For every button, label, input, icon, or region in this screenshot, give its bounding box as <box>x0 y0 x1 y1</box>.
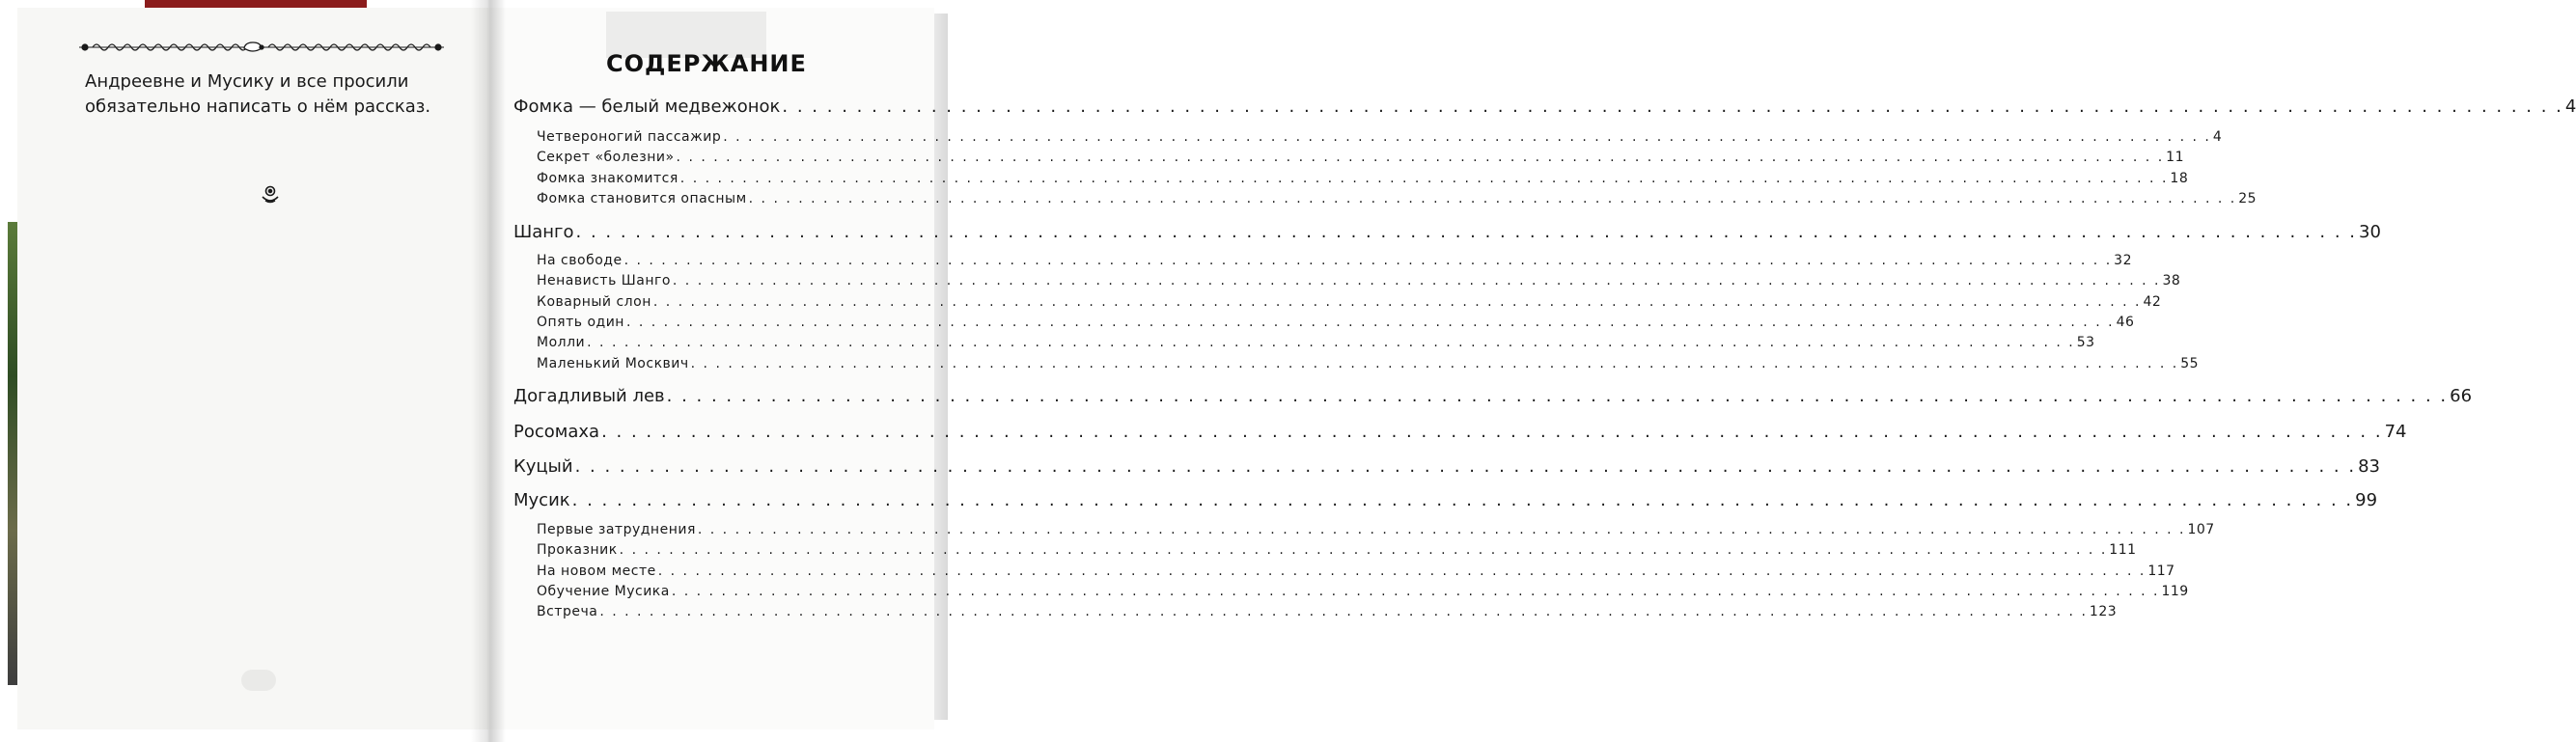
toc-section <box>513 96 2576 117</box>
toc-leader-dots: . . . . . . . . . . . . . . . . . . . . . . . . . . . . . . . . . . . . . . . . . . . . . . . . . . . . . . . . . . . . . . . . . . . . . . . . . . . . . . . . . . . . . . . . . . . . . . . . . . . . . . . . . . . . . . . . . . . . . . . . <box>748 190 2237 206</box>
ornament-end-icon <box>259 183 282 205</box>
toc-page-number: 4 <box>2564 96 2576 117</box>
toc-entry-title: Коварный слон <box>537 293 651 310</box>
book-spine <box>471 0 506 742</box>
toc-page-number: 18 <box>2170 170 2189 186</box>
toc-entry-title: Ненависть Шанго <box>537 273 671 289</box>
toc-chapter <box>537 293 2162 310</box>
toc-section <box>513 422 2407 442</box>
toc-page-number: 117 <box>2147 563 2175 579</box>
toc-page-number: 83 <box>2358 456 2380 477</box>
toc-page-number: 119 <box>2161 583 2189 599</box>
toc-entry-title: Первые затруднения <box>537 522 696 537</box>
toc-leader-dots: . . . . . . . . . . . . . . . . . . . . . . . . . . . . . . . . . . . . . . . . . . . . . . . . . . . . . . . . . . . . . . . . . . . . . . . . . . . . . . . . . . . . . . . . . . . . . . . . . . . . . . . . . . . . . . . . . . . . . . . . <box>679 170 2169 186</box>
toc-leader-dots: . . . . . . . . . . . . . . . . . . . . . . . . . . . . . . . . . . . . . . . . . . . . . . . . . . . . . . . . . . . . . . . . . . . . . . . . . . . . . . . . . . . . . . . . . . . . . . . . . . . . . . . . . . . . . . . . . . . . . . . . <box>571 490 2354 510</box>
toc-leader-dots: . . . . . . . . . . . . . . . . . . . . . . . . . . . . . . . . . . . . . . . . . . . . . . . . . . . . . . . . . . . . . . . . . . . . . . . . . . . . . . . . . . . . . . . . . . . . . . . . . . . . . . . . . . . . . . . . . . . . . . . . <box>625 314 2115 330</box>
toc-page-number: 4 <box>2212 129 2223 145</box>
toc-leader-dots: . . . . . . . . . . . . . . . . . . . . . . . . . . . . . . . . . . . . . . . . . . . . . . . . . . . . . . . . . . . . . . . . . . . . . . . . . . . . . . . . . . . . . . . . . . . . . . . . . . . . . . . . . . . . . . . . . . . . . . . . <box>690 355 2179 371</box>
toc-page-number: 111 <box>2109 542 2137 559</box>
toc-page-number: 42 <box>2143 293 2162 310</box>
toc-chapter <box>537 150 2184 166</box>
toc-entry-title: Четвероногий пассажир <box>537 129 722 145</box>
toc-page-number: 53 <box>2076 335 2095 351</box>
toc-chapter <box>537 522 2215 537</box>
toc-entry-title: Обучение Мусика <box>537 583 670 599</box>
ornament-divider <box>79 41 444 54</box>
toc-section <box>513 456 2380 477</box>
toc-entry-title: Мусик <box>513 490 570 510</box>
toc-entry-title: Маленький Москвич <box>537 355 689 371</box>
toc-page-number: 123 <box>2089 604 2118 620</box>
toc-entry-title: Куцый <box>513 456 573 477</box>
toc-leader-dots: . . . . . . . . . . . . . . . . . . . . . . . . . . . . . . . . . . . . . . . . . . . . . . . . . . . . . . . . . . . . . . . . . . . . . . . . . . . . . . . . . . . . . . . . . . . . . . . . . . . . . . . . . . . . . . . . . . . . . . . . <box>574 456 2357 477</box>
toc-page-number: 38 <box>2162 273 2181 289</box>
toc-entry-title: Проказник <box>537 542 618 559</box>
page-number-ghost <box>241 670 276 691</box>
toc-chapter <box>537 253 2132 268</box>
toc-entry-title: Молли <box>537 335 586 351</box>
toc-entry-title: Шанго <box>513 222 574 242</box>
toc-page-number: 55 <box>2180 355 2200 371</box>
toc-entry-title: Встреча <box>537 604 598 620</box>
toc-leader-dots: . . . . . . . . . . . . . . . . . . . . . . . . . . . . . . . . . . . . . . . . . . . . . . . . . . . . . . . . . . . . . . . . . . . . . . . . . . . . . . . . . . . . . . . . . . . . . . . . . . . . . . . . . . . . . . . . . . . . . . . . <box>671 583 2160 599</box>
toc-entry-title: Фомка знакомится <box>537 170 679 186</box>
toc-section <box>513 386 2473 406</box>
toc-chapter <box>537 563 2175 579</box>
toc-entry-title: На свободе <box>537 253 623 268</box>
toc-leader-dots: . . . . . . . . . . . . . . . . . . . . . . . . . . . . . . . . . . . . . . . . . . . . . . . . . . . . . . . . . . . . . . . . . . . . . . . . . . . . . . . . . . . . . . . . . . . . . . . . . . . . . . . . . . . . . . . . . . . . . . . . <box>575 222 2358 242</box>
toc-entry-title: Фомка становится опасным <box>537 190 747 206</box>
toc-chapter <box>537 335 2095 351</box>
toc-entry-title: Догадливый лев <box>513 386 665 406</box>
toc-leader-dots: . . . . . . . . . . . . . . . . . . . . . . . . . . . . . . . . . . . . . . . . . . . . . . . . . . . . . . . . . . . . . . . . . . . . . . . . . . . . . . . . . . . . . . . . . . . . . . . . . . . . . . . . . . . . . . . . . . . . . . . . <box>782 96 2563 117</box>
toc-page-number: 32 <box>2114 253 2132 268</box>
toc-chapter <box>537 542 2137 559</box>
toc-title: СОДЕРЖАНИЕ <box>606 50 807 77</box>
toc-chapter <box>537 273 2181 289</box>
toc-page-number: 46 <box>2116 314 2135 330</box>
toc-leader-dots: . . . . . . . . . . . . . . . . . . . . . . . . . . . . . . . . . . . . . . . . . . . . . . . . . . . . . . . . . . . . . . . . . . . . . . . . . . . . . . . . . . . . . . . . . . . . . . . . . . . . . . . . . . . . . . . . . . . . . . . . <box>666 386 2449 406</box>
toc-chapter <box>537 355 2200 371</box>
toc-entry-title: Опять один <box>537 314 624 330</box>
toc-entry-title: Фомка — белый медвежонок <box>513 96 781 117</box>
toc-page-number: 107 <box>2187 522 2215 537</box>
toc-chapter <box>537 604 2118 620</box>
toc-leader-dots: . . . . . . . . . . . . . . . . . . . . . . . . . . . . . . . . . . . . . . . . . . . . . . . . . . . . . . . . . . . . . . . . . . . . . . . . . . . . . . . . . . . . . . . . . . . . . . . . . . . . . . . . . . . . . . . . . . . . . . . . <box>652 293 2142 310</box>
toc-leader-dots: . . . . . . . . . . . . . . . . . . . . . . . . . . . . . . . . . . . . . . . . . . . . . . . . . . . . . . . . . . . . . . . . . . . . . . . . . . . . . . . . . . . . . . . . . . . . . . . . . . . . . . . . . . . . . . . . . . . . . . . . <box>623 253 2113 268</box>
toc-page-number: 11 <box>2166 150 2184 166</box>
toc-entry-title: Секрет «болезни» <box>537 150 675 166</box>
toc-leader-dots: . . . . . . . . . . . . . . . . . . . . . . . . . . . . . . . . . . . . . . . . . . . . . . . . . . . . . . . . . . . . . . . . . . . . . . . . . . . . . . . . . . . . . . . . . . . . . . . . . . . . . . . . . . . . . . . . . . . . . . . . <box>697 522 2186 537</box>
body-paragraph: Андреевне и Мусику и все просили обязательно написать о нём рассказ. <box>85 71 431 117</box>
toc-leader-dots: . . . . . . . . . . . . . . . . . . . . . . . . . . . . . . . . . . . . . . . . . . . . . . . . . . . . . . . . . . . . . . . . . . . . . . . . . . . . . . . . . . . . . . . . . . . . . . . . . . . . . . . . . . . . . . . . . . . . . . . . <box>723 129 2211 145</box>
toc-chapter <box>537 170 2189 186</box>
toc-page-number: 74 <box>2384 422 2407 442</box>
toc-entry-title: Росомаха <box>513 422 600 442</box>
toc-section <box>513 222 2381 242</box>
toc-leader-dots: . . . . . . . . . . . . . . . . . . . . . . . . . . . . . . . . . . . . . . . . . . . . . . . . . . . . . . . . . . . . . . . . . . . . . . . . . . . . . . . . . . . . . . . . . . . . . . . . . . . . . . . . . . . . . . . . . . . . . . . . <box>619 542 2108 559</box>
toc-chapter <box>537 190 2257 206</box>
toc-section <box>513 490 2378 510</box>
toc-chapter <box>537 314 2135 330</box>
toc-page-number: 66 <box>2450 386 2473 406</box>
toc-leader-dots: . . . . . . . . . . . . . . . . . . . . . . . . . . . . . . . . . . . . . . . . . . . . . . . . . . . . . . . . . . . . . . . . . . . . . . . . . . . . . . . . . . . . . . . . . . . . . . . . . . . . . . . . . . . . . . . . . . . . . . . . <box>672 273 2161 289</box>
toc-leader-dots: . . . . . . . . . . . . . . . . . . . . . . . . . . . . . . . . . . . . . . . . . . . . . . . . . . . . . . . . . . . . . . . . . . . . . . . . . . . . . . . . . . . . . . . . . . . . . . . . . . . . . . . . . . . . . . . . . . . . . . . . <box>599 604 2088 620</box>
toc-page-number: 25 <box>2238 190 2257 206</box>
toc-leader-dots: . . . . . . . . . . . . . . . . . . . . . . . . . . . . . . . . . . . . . . . . . . . . . . . . . . . . . . . . . . . . . . . . . . . . . . . . . . . . . . . . . . . . . . . . . . . . . . . . . . . . . . . . . . . . . . . . . . . . . . . . <box>587 335 2075 351</box>
toc-leader-dots: . . . . . . . . . . . . . . . . . . . . . . . . . . . . . . . . . . . . . . . . . . . . . . . . . . . . . . . . . . . . . . . . . . . . . . . . . . . . . . . . . . . . . . . . . . . . . . . . . . . . . . . . . . . . . . . . . . . . . . . . <box>657 563 2147 579</box>
toc-leader-dots: . . . . . . . . . . . . . . . . . . . . . . . . . . . . . . . . . . . . . . . . . . . . . . . . . . . . . . . . . . . . . . . . . . . . . . . . . . . . . . . . . . . . . . . . . . . . . . . . . . . . . . . . . . . . . . . . . . . . . . . . <box>676 150 2165 166</box>
toc-leader-dots: . . . . . . . . . . . . . . . . . . . . . . . . . . . . . . . . . . . . . . . . . . . . . . . . . . . . . . . . . . . . . . . . . . . . . . . . . . . . . . . . . . . . . . . . . . . . . . . . . . . . . . . . . . . . . . . . . . . . . . . . <box>601 422 2383 442</box>
toc-chapter <box>537 583 2189 599</box>
toc-page-number: 30 <box>2359 222 2381 242</box>
toc-chapter <box>537 129 2223 145</box>
cover-red-strip <box>145 0 367 8</box>
toc-page-number: 99 <box>2355 490 2378 510</box>
toc-entry-title: На новом месте <box>537 563 656 579</box>
